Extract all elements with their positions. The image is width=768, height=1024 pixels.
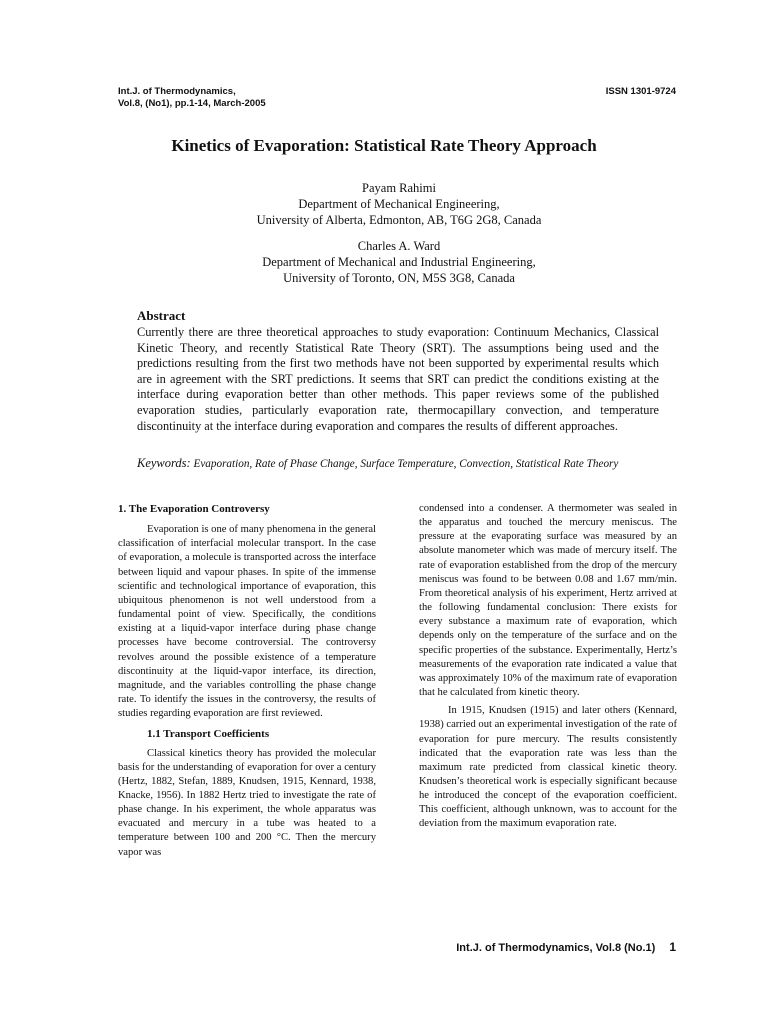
author-affiliation: University of Toronto, ON, M5S 3G8, Canada <box>283 271 515 285</box>
author-name: Charles A. Ward <box>357 239 441 253</box>
abstract-heading: Abstract <box>137 308 186 323</box>
author-block-1 <box>0 180 768 228</box>
paper-title: Kinetics of Evaporation: Statistical Rate Theory Approach <box>171 136 597 155</box>
author-name: Payam Rahimi <box>362 181 436 195</box>
author-affiliation: University of Alberta, Edmonton, AB, T6G 2G8, Canada <box>256 213 542 227</box>
author-block-2 <box>0 238 768 286</box>
journal-header <box>118 86 266 110</box>
body-paragraph: Evaporation is one of many phenomena in the general classification of interfacial molecular transport. In the case of evaporation, a molecule is transported across the interface between liquid and vapour phases. In spite of the immense scientific and technological importance of evaporation, this ubiquitous phenomenon is not well understood from a fundamental point of view. Specifically, the conditions existing at a liquid-vapor interface during phase change processes have become controversial. The controversy revolves around the possible existence of a temperature discontinuity at the liquid-vapor interface, its direction, magnitude, and the variables controlling the phase change rate. To identify the issues in the controversy, the results of studies regarding evaporation are first reviewed. <box>118 524 376 720</box>
keywords-text: Evaporation, Rate of Phase Change, Surface Temperature, Convection, Statistical Rate Theory <box>193 458 619 470</box>
right-column <box>419 502 677 832</box>
keywords-label: Keywords: <box>137 456 191 470</box>
left-column <box>118 502 376 860</box>
body-paragraph: condensed into a condenser. A thermometer was sealed in the apparatus and touched the mercury meniscus. The pressure at the evaporating surface was measured by an absolute manometer which was made of mercury itself. The rate of evaporation established from the drop of the mercury meniscus was found to be between 0.08 and 1.67 mm/min. From theoretical analysis of his experiment, Hertz arrived at the following fundamental conclusion: There exists for every substance a maximum rate of evaporation, which depends only on the temperature of the surface and on the specific properties of the substance. Experimentally, Hertz’s measurements of the evaporation rate indicated a value that was approximately 10% of the maximum rate of evaporation that he calculated from kinetic theory. <box>419 503 677 699</box>
body-paragraph: In 1915, Knudsen (1915) and later others (Kennard, 1938) carried out an experimental investigation of the rate of evaporation for pure mercury. The results consistently indicated that the evaporation rate was less than the maximum rate predicted from classical kinetic theory. Knudsen’s theoretical work is especially significant because he introduced the concept of the evaporation coefficient. This coefficient, although unknown, was to account for the deviation from the maximum evaporation rate. <box>419 705 677 830</box>
page-footer <box>456 940 676 954</box>
keywords <box>137 456 659 472</box>
abstract-text: Currently there are three theoretical approaches to study evaporation: Continuum Mechanics, Classical Kinetic Theory, and recently Statistical Rate Theory (SRT). The assumptions being used and the predictions resulting from the first two methods have not been supported by experimental results which are in agreement with the SRT predictions. It seems that SRT can predict the conditions existing at the interface during evaporation better than other methods. This paper reviews some of the published evaporation studies, particularly evaporation rate, thermocapillary convection, and temperature discontinuity at the interface during evaporation and compares the results of different approaches. <box>137 325 659 433</box>
issn: ISSN 1301-9724 <box>605 86 676 97</box>
journal-name: Int.J. of Thermodynamics, <box>118 86 236 97</box>
page-number: 1 <box>669 940 676 954</box>
journal-volume: Vol.8, (No1), pp.1-14, March-2005 <box>118 98 266 109</box>
section-heading: 1. The Evaporation Controversy <box>118 503 270 515</box>
subsection-heading: 1.1 Transport Coefficients <box>147 728 270 741</box>
author-department: Department of Mechanical and Industrial Engineering, <box>262 255 536 269</box>
body-paragraph: Classical kinetics theory has provided the molecular basis for the understanding of evaporation for over a century (Hertz, 1882, Stefan, 1889, Knudsen, 1915, Kennard, 1938, Knacke, 1956). In 1882 Hertz tried to investigate the rate of phase change. In his experiment, the whole apparatus was evacuated and mercury in a tube was heated to a temperature between 100 and 200 °C. Then the mercury vapor was <box>118 747 376 858</box>
footer-journal: Int.J. of Thermodynamics, Vol.8 (No.1) <box>456 942 656 954</box>
author-department: Department of Mechanical Engineering, <box>298 197 500 211</box>
